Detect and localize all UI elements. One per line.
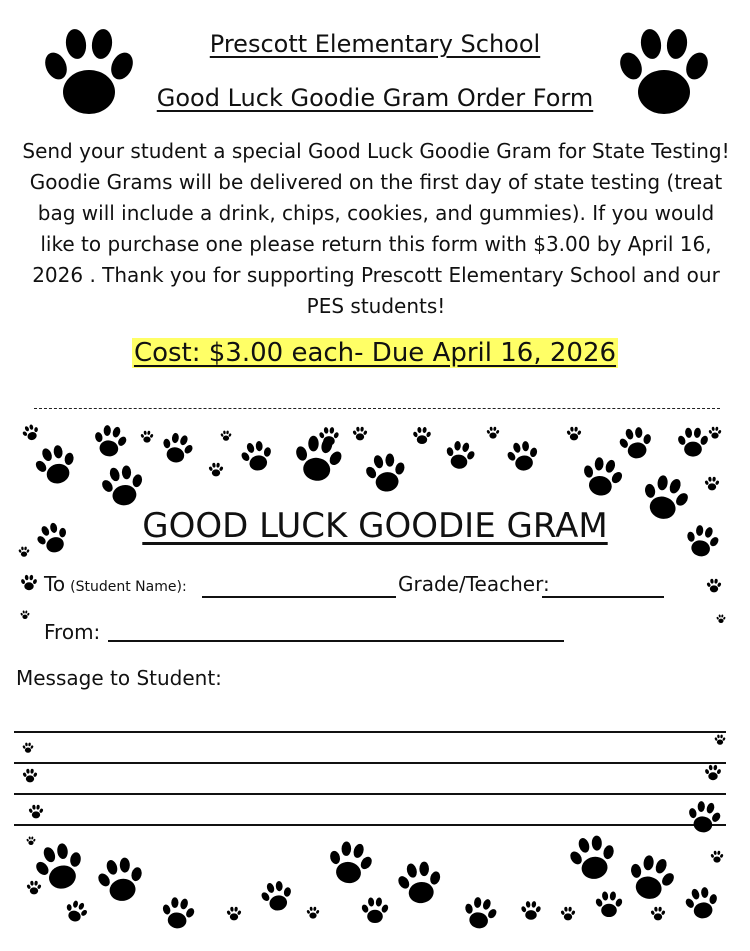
paw-print-icon <box>459 893 502 936</box>
student-name-line[interactable] <box>202 596 396 598</box>
to-hint: (Student Name): <box>70 579 187 595</box>
paw-print-icon <box>393 857 447 911</box>
paw-print-icon <box>29 439 83 493</box>
cost-text: Cost: $3.00 each- Due April 16, 2026 <box>133 338 617 368</box>
paw-print-icon <box>20 574 38 592</box>
paw-print-icon <box>706 578 722 594</box>
paw-print-icon <box>208 462 224 478</box>
paw-print-icon <box>156 428 198 470</box>
paw-print-icon <box>520 900 542 922</box>
message-label: Message to Student: <box>16 666 222 690</box>
paw-print-icon <box>22 742 34 754</box>
cut-line <box>34 408 720 409</box>
paw-print-icon <box>564 830 622 888</box>
paw-print-icon <box>22 768 38 784</box>
paw-print-icon <box>615 423 657 465</box>
paw-print-icon <box>26 836 36 846</box>
paw-print-icon <box>360 896 390 926</box>
paw-print-icon <box>710 850 724 864</box>
paw-print-icon <box>158 894 199 935</box>
paw-print-icon <box>708 426 722 440</box>
paw-print-icon <box>61 897 92 928</box>
paw-print-icon <box>716 614 726 624</box>
cost-line <box>0 338 750 368</box>
paw-print-icon <box>676 426 710 460</box>
grade-teacher-label: Grade/Teacher: <box>398 572 550 596</box>
to-label: To <box>44 572 66 596</box>
paw-print-icon <box>352 426 368 442</box>
goodie-gram-title: GOOD LUCK GOODIE GRAM <box>142 506 608 546</box>
paw-print-icon <box>681 521 724 564</box>
paw-print-icon <box>96 460 149 513</box>
paw-print-icon <box>306 906 320 920</box>
paw-print-icon <box>441 437 478 474</box>
to-field-label <box>44 572 187 596</box>
message-line-1[interactable] <box>14 731 726 733</box>
grade-teacher-line[interactable] <box>542 596 664 598</box>
paw-print-icon <box>89 421 131 463</box>
message-line-4[interactable] <box>14 824 726 826</box>
paw-print-icon <box>257 877 297 917</box>
paw-print-icon <box>560 906 576 922</box>
paw-print-icon <box>220 430 232 442</box>
paw-print-icon <box>503 437 542 476</box>
paw-print-icon <box>318 426 340 448</box>
paw-print-icon <box>20 610 30 620</box>
intro-paragraph: Send your student a special Good Luck Goodie Gram for State Testing! Goodie Grams will be delivered on the first day of state testing (treat bag will include a drink, chips, cookies, and gummies). If you would like to purchase one please return this form with $3.00 by April 16, 2026 . Thank you for supporting Prescott Elementary School and our PES students! <box>22 139 730 318</box>
paw-print-icon <box>566 426 582 442</box>
paw-print-icon <box>594 890 624 920</box>
paw-print-icon <box>92 852 150 910</box>
paw-print-icon <box>412 426 432 446</box>
paw-print-icon <box>650 906 666 922</box>
paw-print-icon <box>28 804 44 820</box>
paw-print-icon <box>226 906 242 922</box>
paw-print-icon <box>237 437 277 477</box>
message-line-3[interactable] <box>14 793 726 795</box>
paw-print-icon <box>681 883 723 925</box>
paw-print-icon <box>714 734 726 746</box>
paw-print-icon <box>361 449 411 499</box>
paw-print-icon <box>18 546 30 558</box>
paw-print-icon <box>620 848 681 909</box>
paw-print-icon <box>322 836 378 892</box>
paw-print-icon <box>486 426 500 440</box>
from-line[interactable] <box>108 640 564 642</box>
paw-print-icon <box>140 430 154 444</box>
paw-print-icon <box>608 24 720 124</box>
form-title: Good Luck Goodie Gram Order Form <box>156 84 594 112</box>
paw-print-icon <box>704 764 722 782</box>
from-label: From: <box>44 620 101 644</box>
paw-print-icon <box>19 421 42 444</box>
paw-print-icon <box>683 797 725 839</box>
paw-print-icon <box>26 880 42 896</box>
message-line-2[interactable] <box>14 762 726 764</box>
school-name-title: Prescott Elementary School <box>209 30 541 58</box>
paw-print-icon <box>704 476 720 492</box>
paw-print-icon <box>34 24 144 124</box>
